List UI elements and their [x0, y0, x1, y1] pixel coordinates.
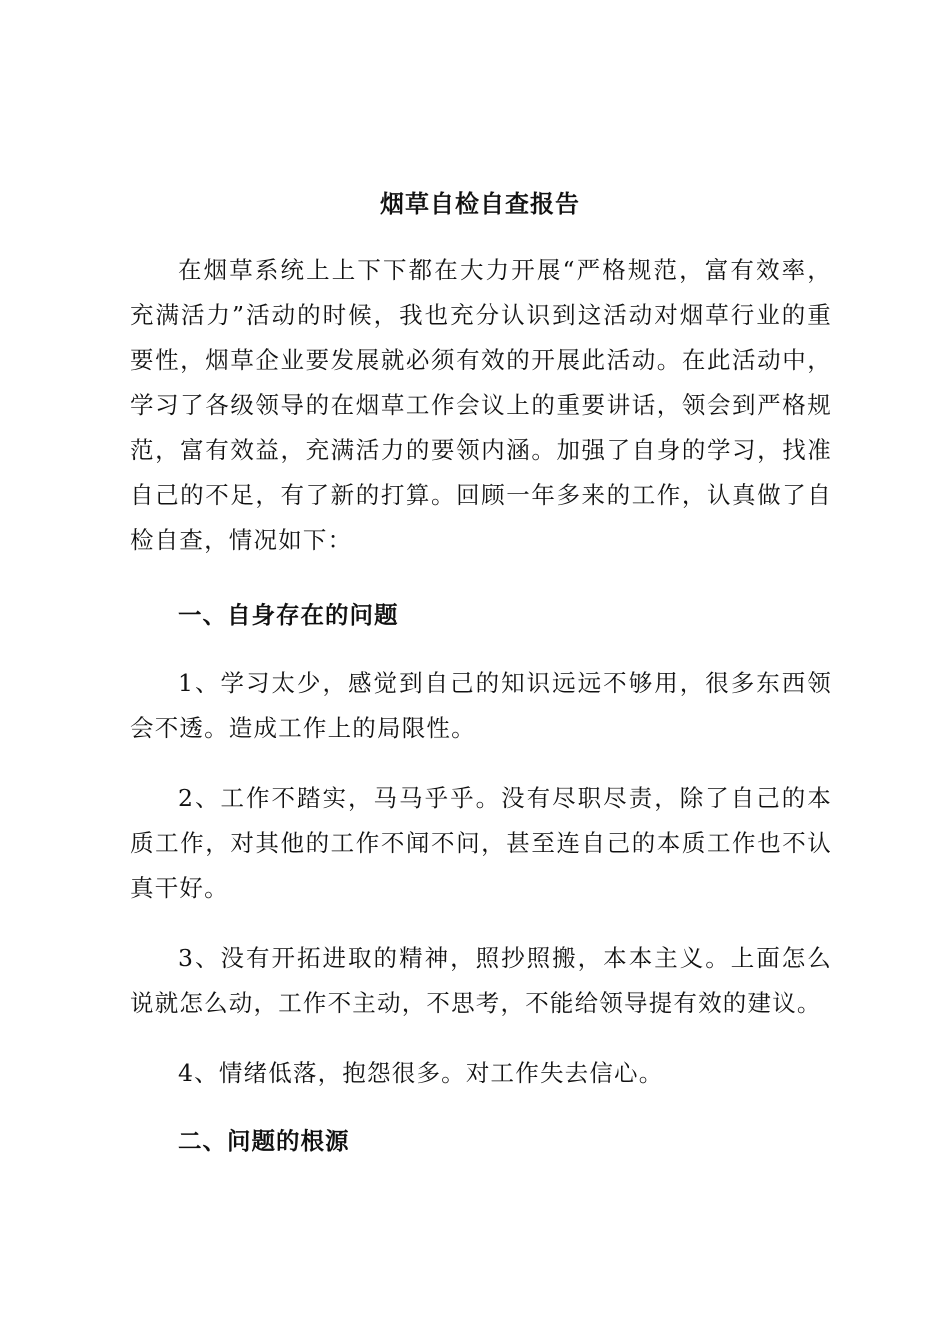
page-title: 烟草自检自查报告	[380, 189, 580, 218]
list-item: 3、没有开拓进取的精神，照抄照搬，本本主义。上面怎么说就怎么动，工作不主动，不思考，不能给领导提有效的建议。	[130, 944, 832, 1017]
list-item: 1、学习太少，感觉到自己的知识远远不够用，很多东西领会不透。造成工作上的局限性。	[130, 669, 832, 742]
list-item: 4、情绪低落，抱怨很多。对工作失去信心。	[178, 1059, 664, 1087]
section-heading-roots: 二、问题的根源	[178, 1127, 350, 1155]
section-heading-problems: 一、自身存在的问题	[178, 601, 399, 629]
intro-paragraph: 在烟草系统上上下下都在大力开展“严格规范，富有效率，充满活力”活动的时候，我也充分认识到这活动对烟草行业的重要性，烟草企业要发展就必须有效的开展此活动。在此活动中，学习了各级领导的在烟草工作会议上的重要讲话，领会到严格规范，富有效益，充满活力的要领内涵。加强了自身的学习，找准自己的不足，有了新的打算。回顾一年多来的工作，认真做了自检自查，情况如下：	[130, 256, 832, 554]
list-item: 2、工作不踏实，马马乎乎。没有尽职尽责，除了自己的本质工作，对其他的工作不闻不问，甚至连自己的本质工作也不认真干好。	[130, 784, 832, 902]
